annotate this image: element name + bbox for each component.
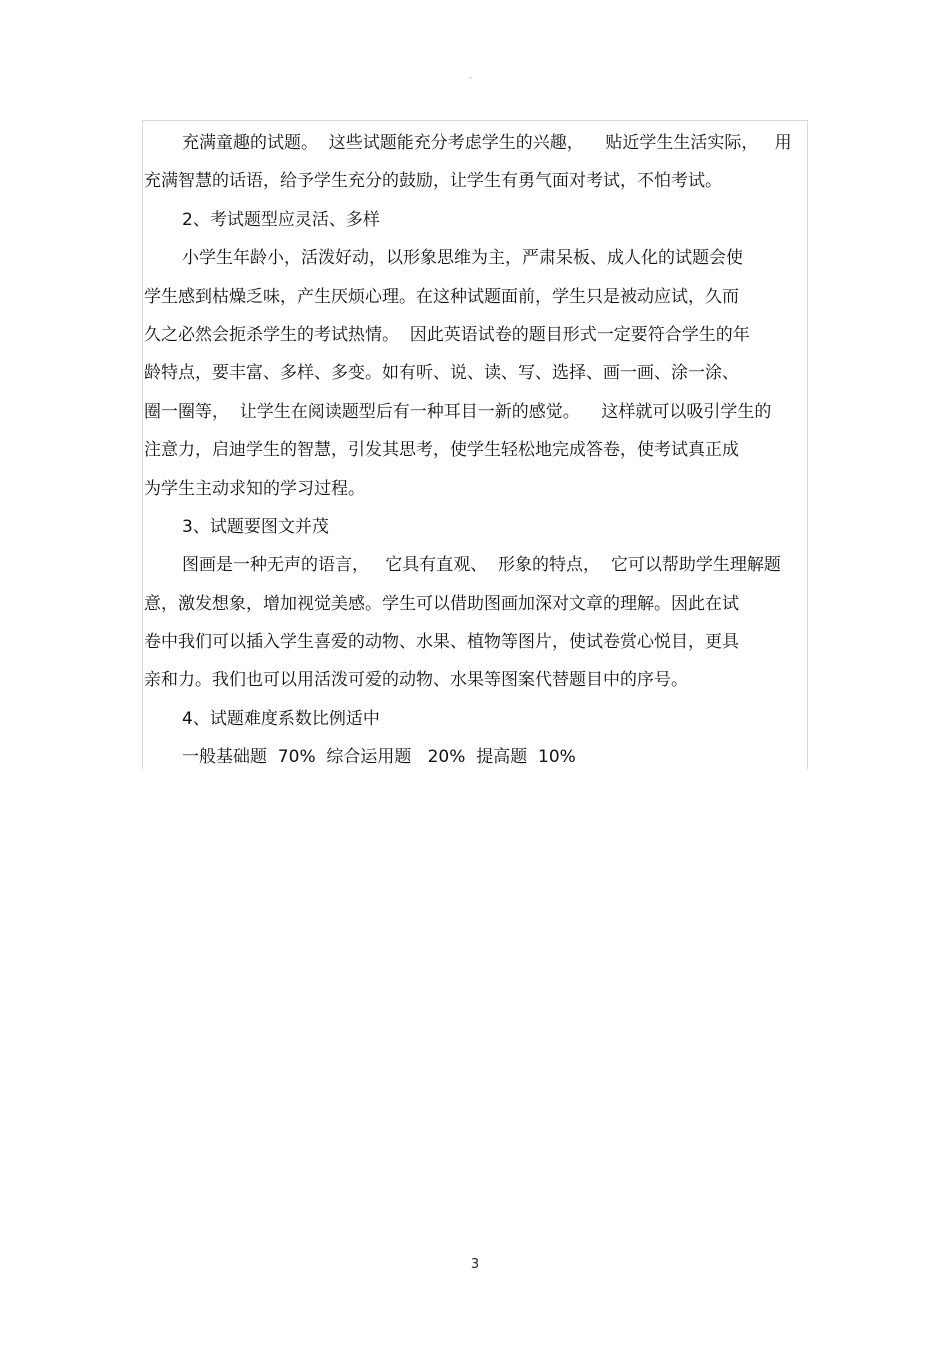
text-line: 为学生主动求知的学习过程。	[144, 478, 365, 499]
text-line: 学生感到枯燥乏味，产生厌烦心理。在这种试题面前，学生只是被动应试，久而	[144, 286, 739, 307]
text-line: 久之必然会扼杀学生的考试热情。 因此英语试卷的题目形式一定要符合学生的年	[144, 324, 750, 345]
text-line: 亲和力。我们也可以用活泼可爱的动物、水果等图案代替题目中的序号。	[144, 670, 688, 691]
text-line: 圈一圈等， 让学生在阅读题型后有一种耳目一新的感觉。 这样就可以吸引学生的	[144, 401, 772, 422]
text-line: 一般基础题 70% 综合运用题 20% 提高题 10%	[182, 747, 576, 768]
text-line: 卷中我们可以插入学生喜爱的动物、水果、植物等图片，使试卷赏心悦目，更具	[144, 632, 739, 653]
text-line: 图画是一种无声的语言， 它具有直观、 形象的特点， 它可以帮助学生理解题	[182, 555, 781, 576]
text-line: 充满童趣的试题。 这些试题能充分考虑学生的兴趣， 贴近学生生活实际， 用	[182, 133, 792, 153]
text-line: 龄特点，要丰富、多样、多变。如有听、说、读、写、选择、画一画、涂一涂、	[144, 363, 739, 384]
header-mark: 。	[469, 71, 477, 80]
text-line: 3、试题要图文并茂	[182, 516, 329, 537]
document-body	[144, 124, 808, 777]
page-number: 3	[470, 1257, 480, 1272]
text-line: 意，激发想象，增加视觉美感。学生可以借助图画加深对文章的理解。因此在试	[144, 593, 739, 614]
text-line: 2、考试题型应灵活、多样	[182, 209, 380, 230]
text-line: 小学生年龄小，活泼好动，以形象思维为主，严肃呆板、成人化的试题会使	[182, 248, 743, 269]
text-line: 4、试题难度系数比例适中	[182, 708, 380, 729]
text-line: 充满智慧的话语，给予学生充分的鼓励，让学生有勇气面对考试，不怕考试。	[144, 171, 722, 192]
text-line: 注意力，启迪学生的智慧，引发其思考，使学生轻松地完成答卷，使考试真正成	[144, 440, 739, 461]
